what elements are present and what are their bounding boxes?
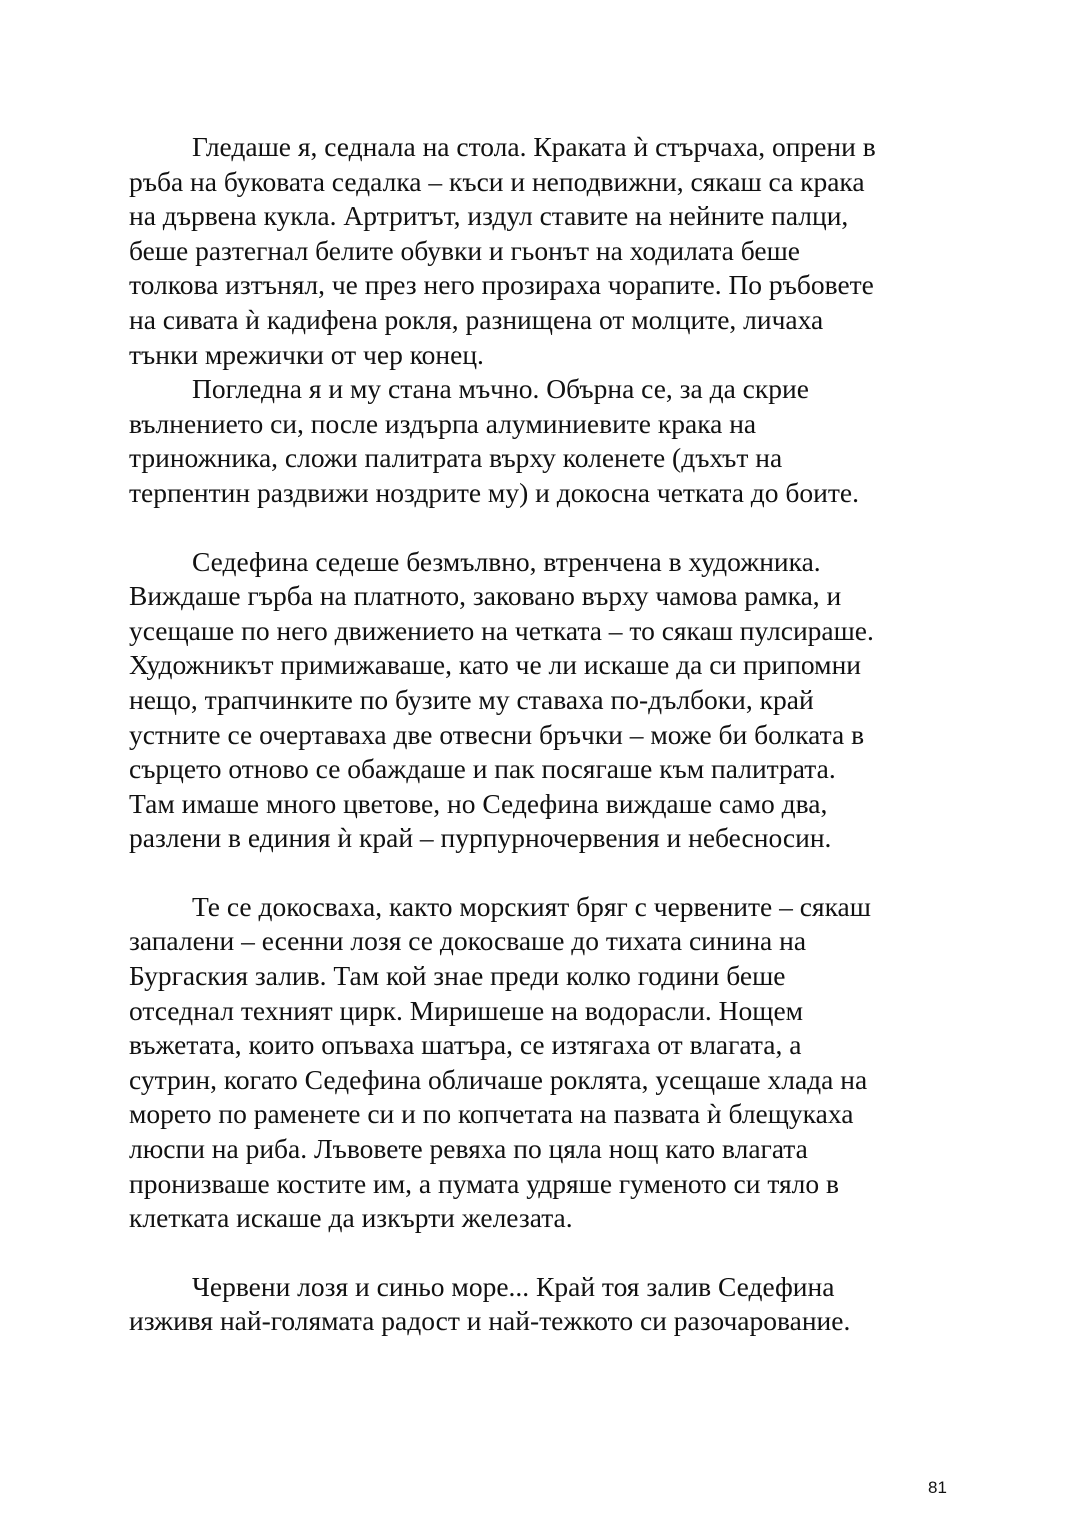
- paragraph-2: [129, 372, 959, 510]
- text-line: Погледна я и му стана мъчно. Обърна се, за да скрие: [192, 373, 809, 405]
- text-line: въжетата, които опъваха шатъра, се изтягаха от влагата, а: [129, 1029, 802, 1061]
- text-line: ръба на буковата седалка – къси и неподвижни, сякаш са крака: [129, 165, 865, 197]
- text-line: вълнението си, после издърпа алуминиевите крака на: [129, 407, 757, 439]
- paragraph-5: [129, 1270, 959, 1339]
- text-line: сърцето отново се обаждаше и пак посягаше към палитрата.: [129, 753, 836, 785]
- text-line: терпентин раздвижи ноздрите му) и докосна четката до боите.: [129, 476, 859, 508]
- text-line: толкова изтънял, че през него прозираха чорапите. По ръбовете: [129, 269, 874, 301]
- text-line: отседнал техният цирк. Миришеше на водорасли. Нощем: [129, 994, 804, 1026]
- text-line: Виждаше гърба на платното, заковано върху чамова рамка, и: [129, 580, 842, 612]
- text-line: сутрин, когато Седефина обличаше роклята, усещаше хлада на: [129, 1063, 868, 1095]
- text-line: нещо, трапчинките по бузите му ставаха по-дълбоки, край: [129, 683, 814, 715]
- paragraph-3: [129, 545, 959, 856]
- page-text: [129, 130, 959, 1339]
- text-line: беше разтегнал белите обувки и гьонът на ходилата беше: [129, 234, 800, 266]
- text-line: на сивата ѝ кадифена рокля, разнищена от молците, личаха: [129, 303, 824, 335]
- text-line: Бургаския залив. Там кой знае преди колко години беше: [129, 960, 786, 992]
- text-line: на дървена кукла. Артритът, издул ставите на нейните палци,: [129, 200, 849, 232]
- text-line: морето по раменете си и по копчетата на пазвата ѝ блещукаха: [129, 1098, 854, 1130]
- text-line: Гледаше я, седнала на стола. Краката ѝ стърчаха, опрени в: [192, 131, 876, 162]
- text-line: люспи на риба. Лъвовете ревяха по цяла нощ като влагата: [129, 1133, 808, 1165]
- text-line: пронизваше костите им, а пумата удряше гуменото си тяло в: [129, 1167, 839, 1199]
- page-number: 81: [928, 1478, 947, 1497]
- text-line: разлени в единия ѝ край – пурпурночервения и небесносин.: [129, 822, 832, 854]
- text-line: Там имаше много цветове, но Седефина виждаше само два,: [129, 787, 828, 819]
- text-line: тънки мрежички от чер конец.: [129, 338, 484, 370]
- paragraph-4: [129, 890, 959, 1236]
- text-line: Червени лозя и синьо море... Край тоя залив Седефина: [192, 1270, 835, 1302]
- text-line: Художникът примижаваше, като че ли искаше да си припомни: [129, 649, 861, 681]
- text-line: запалени – есенни лозя се докосваше до тихата синина на: [129, 925, 807, 957]
- text-line: клетката искаше да изкърти железата.: [129, 1202, 573, 1234]
- text-line: Седефина седеше безмълвно, втренчена в художника.: [192, 545, 821, 577]
- text-line: устните се очертаваха две отвесни бръчки – може би болката в: [129, 718, 865, 750]
- text-line: триножника, сложи палитрата върху коленете (дъхът на: [129, 442, 783, 474]
- text-line: Те се докосваха, както морският бряг с червените – сякаш: [192, 890, 871, 922]
- text-line: усещаше по него движението на четката – то сякаш пулсираше.: [129, 614, 874, 646]
- text-line: изживя най-голямата радост и най-тежкото си разочарование.: [129, 1305, 851, 1337]
- paragraph-1: [129, 130, 959, 372]
